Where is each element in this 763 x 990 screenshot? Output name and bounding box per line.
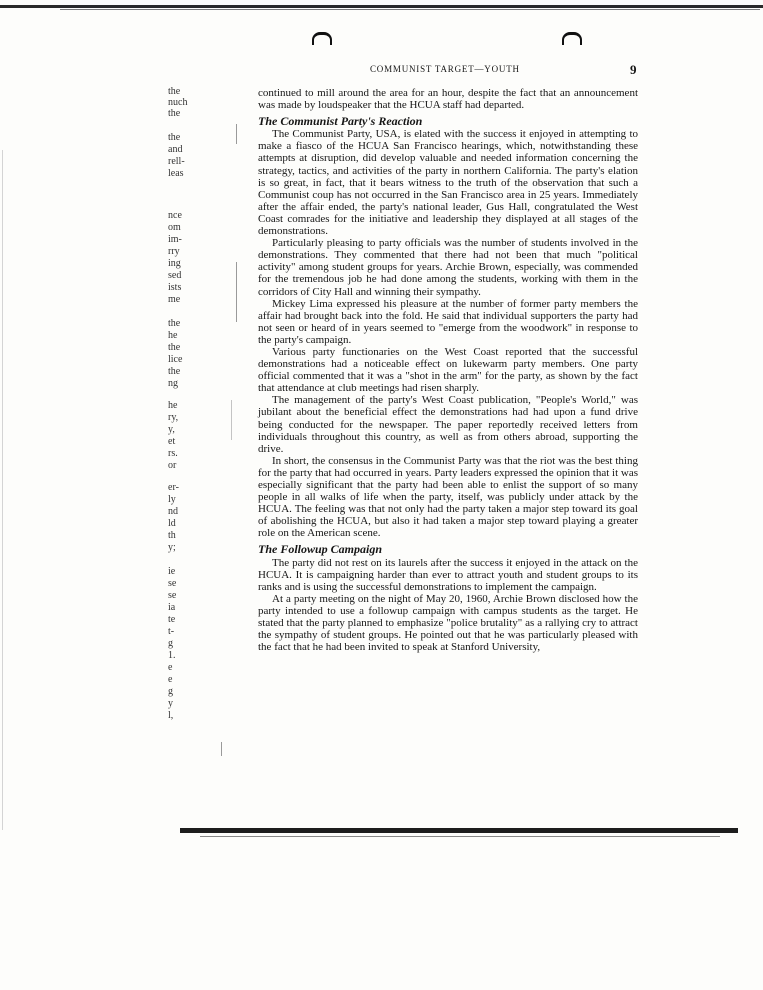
gutter-fragment: ing	[168, 258, 181, 269]
gutter-fragment: ld	[168, 518, 176, 529]
gutter-fragment: ng	[168, 378, 178, 389]
gutter-margin-mark	[236, 262, 237, 322]
gutter-fragment: lice	[168, 354, 183, 365]
gutter-fragment: et	[168, 436, 176, 447]
gutter-fragment: im-	[168, 234, 182, 245]
top-thin-rule	[60, 9, 760, 10]
gutter-fragment: rell-	[168, 156, 185, 167]
top-scan-border	[0, 5, 763, 8]
gutter-fragment: sed	[168, 270, 182, 281]
punch-hole-mark-right	[562, 32, 582, 45]
gutter-fragment: he	[168, 400, 178, 411]
gutter-fragment: ly	[168, 494, 176, 505]
gutter-fragment: th	[168, 530, 176, 541]
gutter-fragment: y	[168, 698, 173, 709]
left-scan-edge	[2, 150, 3, 830]
bottom-thin-rule	[200, 836, 720, 837]
gutter-fragment: om	[168, 222, 181, 233]
gutter-fragment: e	[168, 674, 173, 685]
paragraph: The party did not rest on its laurels after the success it enjoyed in the attack on the HCUA. It is campaigning harder than ever to attract youth and student groups to its ranks and is using the successful demonstrations to implement the campaign.	[258, 556, 638, 593]
paragraph: The Communist Party, USA, is elated with the success it enjoyed in attempting to make a fiasco of the HCUA San Francisco hearings, which, notwithstanding these attempts at disruption, did develop valuable and needed information concerning the strategy, tactics, and activities of the party in northern California. The party's elation is so great, in fact, that it bears witness to the truth of the observation that such a Communist coup has not occurred in the San Francisco area in 25 years. Immediately after the affair ended, the party's national leader, Gus Hall, congratulated the West Coast comrades for the initiative and leadership they displayed at all stages of the demonstrations.	[258, 128, 638, 238]
gutter-fragment: g	[168, 686, 173, 697]
gutter-fragment: se	[168, 590, 177, 601]
gutter-fragment: e	[168, 662, 173, 673]
paragraph: The management of the party's West Coast publication, "People's World," was jubilant about the beneficial effect the demonstrations had had upon a fund drive being conducted for the newspaper. The paper reportedly received letters from individuals throughout this country, as well as from others abroad, supporting the drive.	[258, 394, 638, 455]
running-header: COMMUNIST TARGET—YOUTH	[370, 64, 520, 74]
gutter-fragment: leas	[168, 168, 184, 179]
paragraph: At a party meeting on the night of May 20, 1960, Archie Brown disclosed how the party intended to use a followup campaign with campus students as the target. He stated that the party planned to emphasize "police brutality" as a rallying cry to attract the sympathy of student groups. He pointed out that he was particularly pleased with the fact that he had been invited to speak at Stanford University,	[258, 592, 638, 654]
gutter-fragment: y,	[168, 424, 175, 435]
gutter-fragment: the	[168, 366, 181, 377]
gutter-fragment: y;	[168, 542, 176, 553]
paragraph: Mickey Lima expressed his pleasure at the number of former party members the affair had brought back into the fold. He said that individual supporters the party had not seen or heard of in years seemed to "emerge from the woodwork" in response to the party's campaign.	[258, 297, 638, 346]
gutter-fragment: te	[168, 614, 176, 625]
intro-paragraph: continued to mill around the area for an hour, despite the fact that an announcement was made by loudspeaker that the HCUA staff had departed.	[258, 87, 638, 112]
paragraph: Various party functionaries on the West Coast reported that the successful demonstrations had a noticeable effect on lukewarm party members. One party official commented that it was a "shot in the arm" for the party, as shown by the fact that attendance at club meetings had risen sharply.	[258, 345, 638, 395]
gutter-fragment: nd	[168, 506, 178, 517]
gutter-fragment: the	[168, 108, 181, 119]
gutter-fragment: or	[168, 460, 177, 471]
gutter-fragment: nuch	[168, 97, 188, 108]
gutter-fragment: ists	[168, 282, 182, 293]
gutter-fragment: ie	[168, 566, 176, 577]
gutter-fragment: se	[168, 578, 177, 589]
gutter-fragment: t-	[168, 626, 175, 637]
gutter-fragment: the	[168, 132, 181, 143]
gutter-fragment: nce	[168, 210, 182, 221]
gutter-fragment: 1.	[168, 650, 176, 661]
gutter-fragment: the	[168, 318, 181, 329]
section-heading-followup-campaign: The Followup Campaign	[258, 542, 383, 557]
gutter-margin-mark	[231, 400, 232, 440]
gutter-fragment: ia	[168, 602, 176, 613]
article-column	[258, 87, 638, 653]
gutter-fragment: the	[168, 86, 181, 97]
gutter-fragment: and	[168, 144, 183, 155]
section-heading-party-reaction: The Communist Party's Reaction	[258, 114, 423, 129]
gutter-fragment: rry	[168, 246, 180, 257]
bottom-page-rule	[180, 828, 738, 833]
paragraph: In short, the consensus in the Communist Party was that the riot was the best thing for the party that had occurred in years. Party leaders expressed the opinion that it was especially significant that the party had been able to enlist the support of so many people in all walks of life when the party, itself, was publicly under attack by the HCUA. The feeling was that not only had the party taken a major step toward its goal of abolishing the HCUA, but also it had taken a major step toward playing a greater role on the American scene.	[258, 454, 638, 540]
paragraph: Particularly pleasing to party officials was the number of students involved in the demonstrations. They commented that there had not been that much "political activity" among student groups for years. Archie Brown, especially, was commended for the tremendous job he had done among the students, working with them in the corridors of City Hall and winning their sympathy.	[258, 237, 638, 298]
gutter-fragment: ry,	[168, 412, 179, 423]
gutter-fragment: l,	[168, 710, 174, 721]
page-number: 9	[630, 62, 637, 77]
gutter-fragment: er-	[168, 482, 179, 493]
gutter-fragment: g	[168, 638, 173, 649]
gutter-fragment: he	[168, 330, 178, 341]
gutter-fragment: me	[168, 294, 181, 305]
gutter-fragment: rs.	[168, 448, 178, 459]
gutter-margin-mark	[236, 124, 237, 144]
punch-hole-mark-left	[312, 32, 332, 45]
gutter-fragment: the	[168, 342, 181, 353]
gutter-margin-mark	[221, 742, 222, 756]
